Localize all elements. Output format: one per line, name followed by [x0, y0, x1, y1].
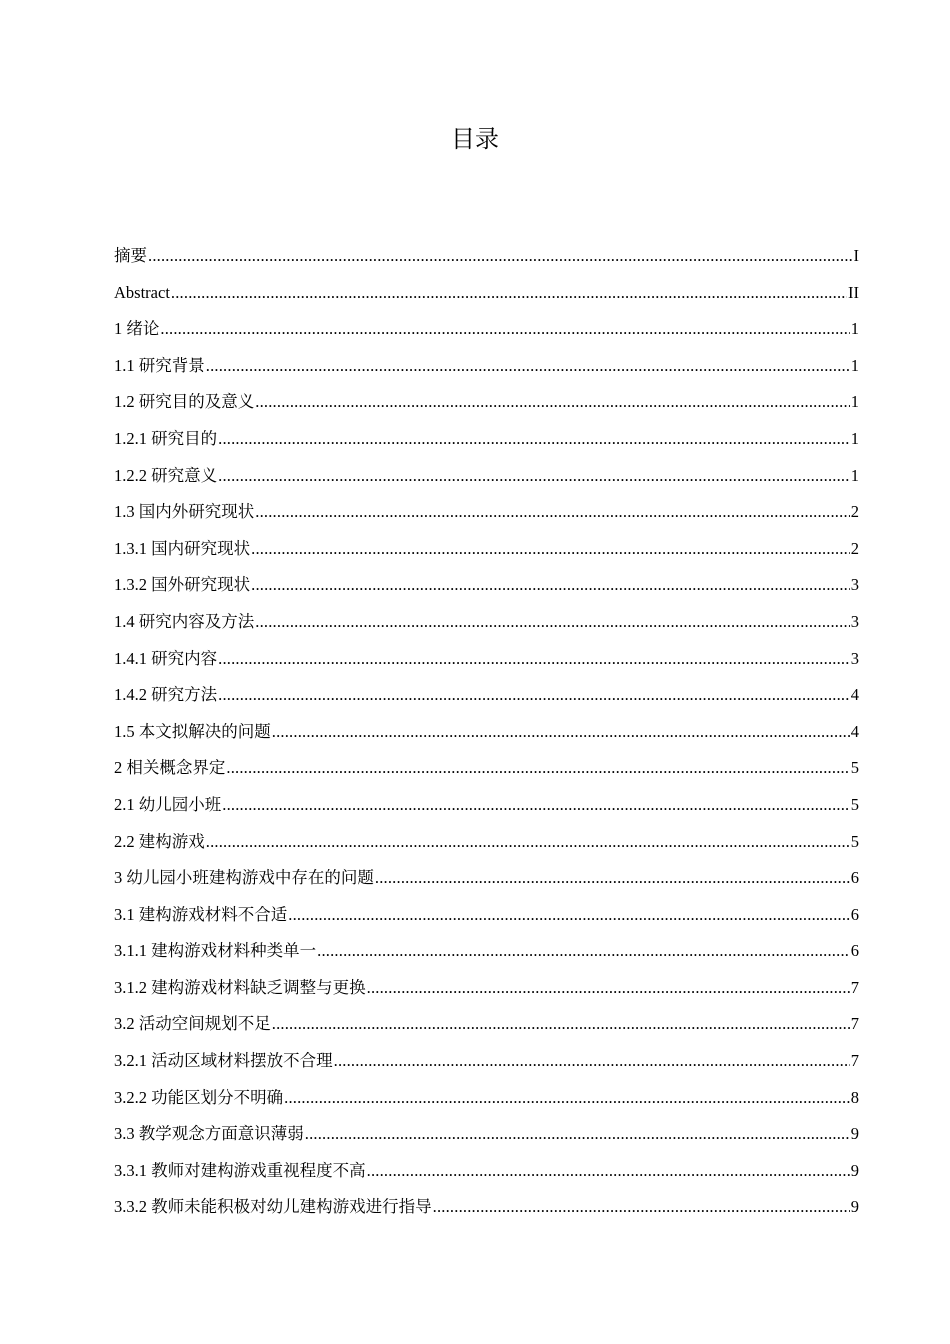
toc-dot-leader	[218, 421, 850, 458]
toc-entry-page-number: 3	[850, 648, 859, 668]
toc-dot-leader	[255, 604, 850, 641]
toc-entry-page-number: 1	[850, 428, 859, 448]
toc-entry-label: 3.3.2 教师未能积极对幼儿建构游戏进行指导	[114, 1197, 432, 1217]
toc-entry-page-number: 4	[850, 685, 859, 705]
toc-entry-page-number: 5	[850, 794, 859, 814]
toc-entry-label: 1.3.1 国内研究现状	[114, 538, 251, 558]
toc-dot-leader	[255, 384, 850, 421]
toc-entry[interactable]	[114, 348, 859, 385]
toc-entry-label: 3.2.1 活动区域材料摆放不合理	[114, 1051, 333, 1071]
toc-entry[interactable]	[114, 787, 859, 824]
toc-dot-leader	[218, 458, 850, 495]
toc-dot-leader	[255, 494, 850, 531]
toc-dot-leader	[218, 641, 850, 678]
toc-entry[interactable]	[114, 531, 859, 568]
toc-entry-label: 3.3.1 教师对建构游戏重视程度不高	[114, 1160, 366, 1180]
toc-entry-label: 1.2.2 研究意义	[114, 465, 218, 485]
toc-entry-label: 3.2 活动空间规划不足	[114, 1014, 271, 1034]
toc-entry-label: 1.5 本文拟解决的问题	[114, 721, 271, 741]
toc-entry-page-number: 8	[850, 1087, 859, 1107]
toc-entry-page-number: 9	[850, 1197, 859, 1217]
toc-dot-leader	[272, 714, 850, 751]
table-of-contents	[114, 238, 859, 1226]
toc-entry[interactable]	[114, 238, 859, 275]
toc-dot-leader	[206, 824, 850, 861]
toc-entry-page-number: 4	[850, 721, 859, 741]
toc-entry-label: 1.4.1 研究内容	[114, 648, 218, 668]
toc-entry-label: 1.2.1 研究目的	[114, 428, 218, 448]
toc-dot-leader	[251, 531, 850, 568]
toc-dot-leader	[226, 750, 849, 787]
toc-entry-label: 2.2 建构游戏	[114, 831, 205, 851]
toc-entry-page-number: 7	[850, 977, 859, 997]
toc-entry[interactable]	[114, 1116, 859, 1153]
toc-entry-page-number: 1	[850, 355, 859, 375]
toc-dot-leader	[375, 860, 850, 897]
toc-entry[interactable]	[114, 714, 859, 751]
toc-entry[interactable]	[114, 311, 859, 348]
toc-dot-leader	[160, 311, 849, 348]
toc-entry[interactable]	[114, 641, 859, 678]
toc-entry[interactable]	[114, 897, 859, 934]
toc-entry-label: 3.1.2 建构游戏材料缺乏调整与更换	[114, 977, 366, 997]
toc-dot-leader	[305, 1116, 850, 1153]
toc-entry-page-number: 6	[850, 904, 859, 924]
toc-entry-page-number: 9	[850, 1160, 859, 1180]
toc-entry[interactable]	[114, 421, 859, 458]
toc-entry-page-number: 3	[850, 575, 859, 595]
toc-entry[interactable]	[114, 933, 859, 970]
toc-entry-page-number: II	[848, 282, 859, 302]
toc-dot-leader	[218, 677, 850, 714]
toc-entry-page-number: I	[853, 246, 859, 265]
toc-entry[interactable]	[114, 1189, 859, 1226]
toc-entry-page-number: 7	[850, 1014, 859, 1034]
toc-dot-leader	[334, 1043, 850, 1080]
toc-entry[interactable]	[114, 1006, 859, 1043]
toc-entry-label: 1.3.2 国外研究现状	[114, 575, 251, 595]
toc-entry[interactable]	[114, 275, 859, 312]
toc-entry-label: 2.1 幼儿园小班	[114, 794, 222, 814]
toc-entry-page-number: 2	[850, 538, 859, 558]
toc-entry[interactable]	[114, 860, 859, 897]
toc-entry-page-number: 6	[850, 941, 859, 961]
toc-dot-leader	[171, 275, 847, 312]
toc-entry[interactable]	[114, 677, 859, 714]
toc-entry-label: Abstract	[114, 282, 170, 302]
toc-entry-page-number: 1	[850, 392, 859, 412]
toc-entry-page-number: 3	[850, 611, 859, 631]
toc-entry-label: 1.3 国内外研究现状	[114, 502, 255, 522]
toc-entry-label: 1.1 研究背景	[114, 355, 205, 375]
toc-entry-label: 2 相关概念界定	[114, 758, 226, 778]
toc-entry[interactable]	[114, 1043, 859, 1080]
toc-entry-page-number: 1	[850, 319, 859, 339]
toc-entry[interactable]	[114, 1153, 859, 1190]
toc-dot-leader	[367, 970, 850, 1007]
toc-entry-label: 3.1 建构游戏材料不合适	[114, 904, 288, 924]
toc-entry[interactable]	[114, 750, 859, 787]
toc-entry-label: 1.2 研究目的及意义	[114, 392, 255, 412]
toc-entry[interactable]	[114, 494, 859, 531]
toc-entry-label: 3.2.2 功能区划分不明确	[114, 1087, 284, 1107]
toc-entry[interactable]	[114, 458, 859, 495]
toc-dot-leader	[222, 787, 850, 824]
toc-dot-leader	[272, 1006, 850, 1043]
toc-dot-leader	[317, 933, 850, 970]
toc-entry-page-number: 2	[850, 502, 859, 522]
toc-dot-leader	[288, 897, 850, 934]
toc-entry-page-number: 5	[850, 758, 859, 778]
toc-entry-page-number: 7	[850, 1051, 859, 1071]
toc-entry-page-number: 9	[850, 1124, 859, 1144]
toc-entry-label: 1.4 研究内容及方法	[114, 611, 255, 631]
toc-entry-label: 3.1.1 建构游戏材料种类单一	[114, 941, 317, 961]
toc-entry-label: 3.3 教学观念方面意识薄弱	[114, 1124, 304, 1144]
toc-entry-label: 1 绪论	[114, 319, 160, 339]
toc-entry-page-number: 1	[850, 465, 859, 485]
page-title: 目录	[451, 125, 499, 153]
toc-entry[interactable]	[114, 384, 859, 421]
toc-entry-label: 摘要	[114, 246, 147, 265]
toc-entry-label: 3 幼儿园小班建构游戏中存在的问题	[114, 868, 374, 888]
toc-entry-page-number: 5	[850, 831, 859, 851]
toc-entry[interactable]	[114, 567, 859, 604]
toc-dot-leader	[284, 1080, 850, 1117]
toc-dot-leader	[148, 238, 853, 275]
toc-dot-leader	[433, 1189, 850, 1226]
toc-dot-leader	[206, 348, 850, 385]
toc-entry-page-number: 6	[850, 868, 859, 888]
toc-entry[interactable]	[114, 1080, 859, 1117]
toc-entry[interactable]	[114, 604, 859, 641]
toc-dot-leader	[367, 1153, 850, 1190]
toc-entry[interactable]	[114, 824, 859, 861]
toc-entry-label: 1.4.2 研究方法	[114, 685, 218, 705]
toc-entry[interactable]	[114, 970, 859, 1007]
toc-dot-leader	[251, 567, 850, 604]
